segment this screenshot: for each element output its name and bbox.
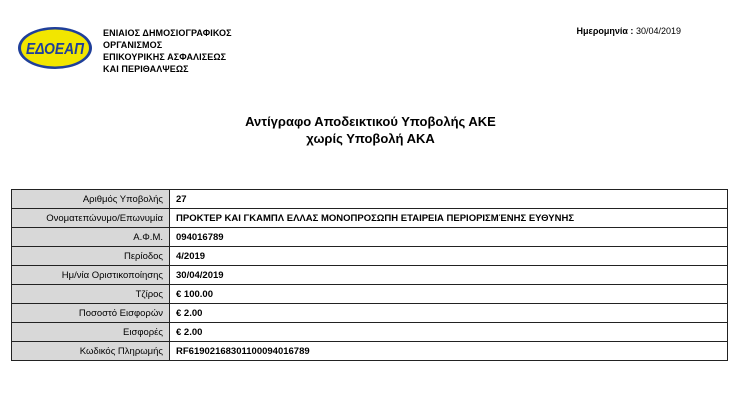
table-row xyxy=(12,190,728,209)
date-label: Ημερομηνία : xyxy=(576,26,634,36)
row-label: Ημ/νία Οριστικοποίησης xyxy=(12,266,170,285)
title-line-1: Αντίγραφο Αποδεικτικού Υποβολής ΑΚΕ xyxy=(245,114,496,129)
row-value: 27 xyxy=(170,190,728,209)
row-value: 094016789 xyxy=(170,228,728,247)
row-value: € 100.00 xyxy=(170,285,728,304)
document-date xyxy=(577,26,681,36)
document-title xyxy=(0,113,741,147)
row-label: Ποσοστό Εισφορών xyxy=(12,304,170,323)
submission-details-table xyxy=(11,189,728,361)
row-label: Αριθμός Υποβολής xyxy=(12,190,170,209)
row-label: Κωδικός Πληρωμής xyxy=(12,342,170,361)
row-label: Τζίρος xyxy=(12,285,170,304)
row-label: Ονοματεπώνυμο/Επωνυμία xyxy=(12,209,170,228)
org-line: ΟΡΓΑΝΙΣΜΟΣ xyxy=(103,40,163,50)
row-label: Περίοδος xyxy=(12,247,170,266)
table-row xyxy=(12,209,728,228)
table-row xyxy=(12,285,728,304)
row-value: 4/2019 xyxy=(170,247,728,266)
table-row xyxy=(12,266,728,285)
title-line-2: χωρίς Υποβολή ΑΚΑ xyxy=(306,131,435,146)
date-value: 30/04/2019 xyxy=(635,26,681,36)
row-value: € 2.00 xyxy=(170,304,728,323)
row-label: Εισφορές xyxy=(12,323,170,342)
table-row xyxy=(12,247,728,266)
table-row xyxy=(12,304,728,323)
organization-name xyxy=(103,27,232,75)
row-value: 30/04/2019 xyxy=(170,266,728,285)
table-row xyxy=(12,228,728,247)
logo-text: ΕΔΟΕΑΠ xyxy=(26,41,85,58)
org-line: ΚΑΙ ΠΕΡΙΘΑΛΨΕΩΣ xyxy=(103,64,189,74)
row-label: Α.Φ.Μ. xyxy=(12,228,170,247)
org-line: ΕΠΙΚΟΥΡΙΚΗΣ ΑΣΦΑΛΙΣΕΩΣ xyxy=(103,52,227,62)
row-value: € 2.00 xyxy=(170,323,728,342)
table-row xyxy=(12,323,728,342)
row-value: ΠΡΟΚΤΕΡ ΚΑΙ ΓΚΑΜΠΛ ΕΛΛΑΣ ΜΟΝΟΠΡΟΣΩΠΗ ΕΤΑΙΡΕΙΑ ΠΕΡΙΟΡΙΣΜΈΝΗΣ ΕΥΘΥΝΗΣ xyxy=(170,209,728,228)
org-line: ΕΝΙΑΙΟΣ ΔΗΜΟΣΙΟΓΡΑΦΙΚΟΣ xyxy=(103,28,232,38)
row-value: RF61902168301100094016789 xyxy=(170,342,728,361)
table-row xyxy=(12,342,728,361)
edoeap-logo xyxy=(16,25,94,71)
